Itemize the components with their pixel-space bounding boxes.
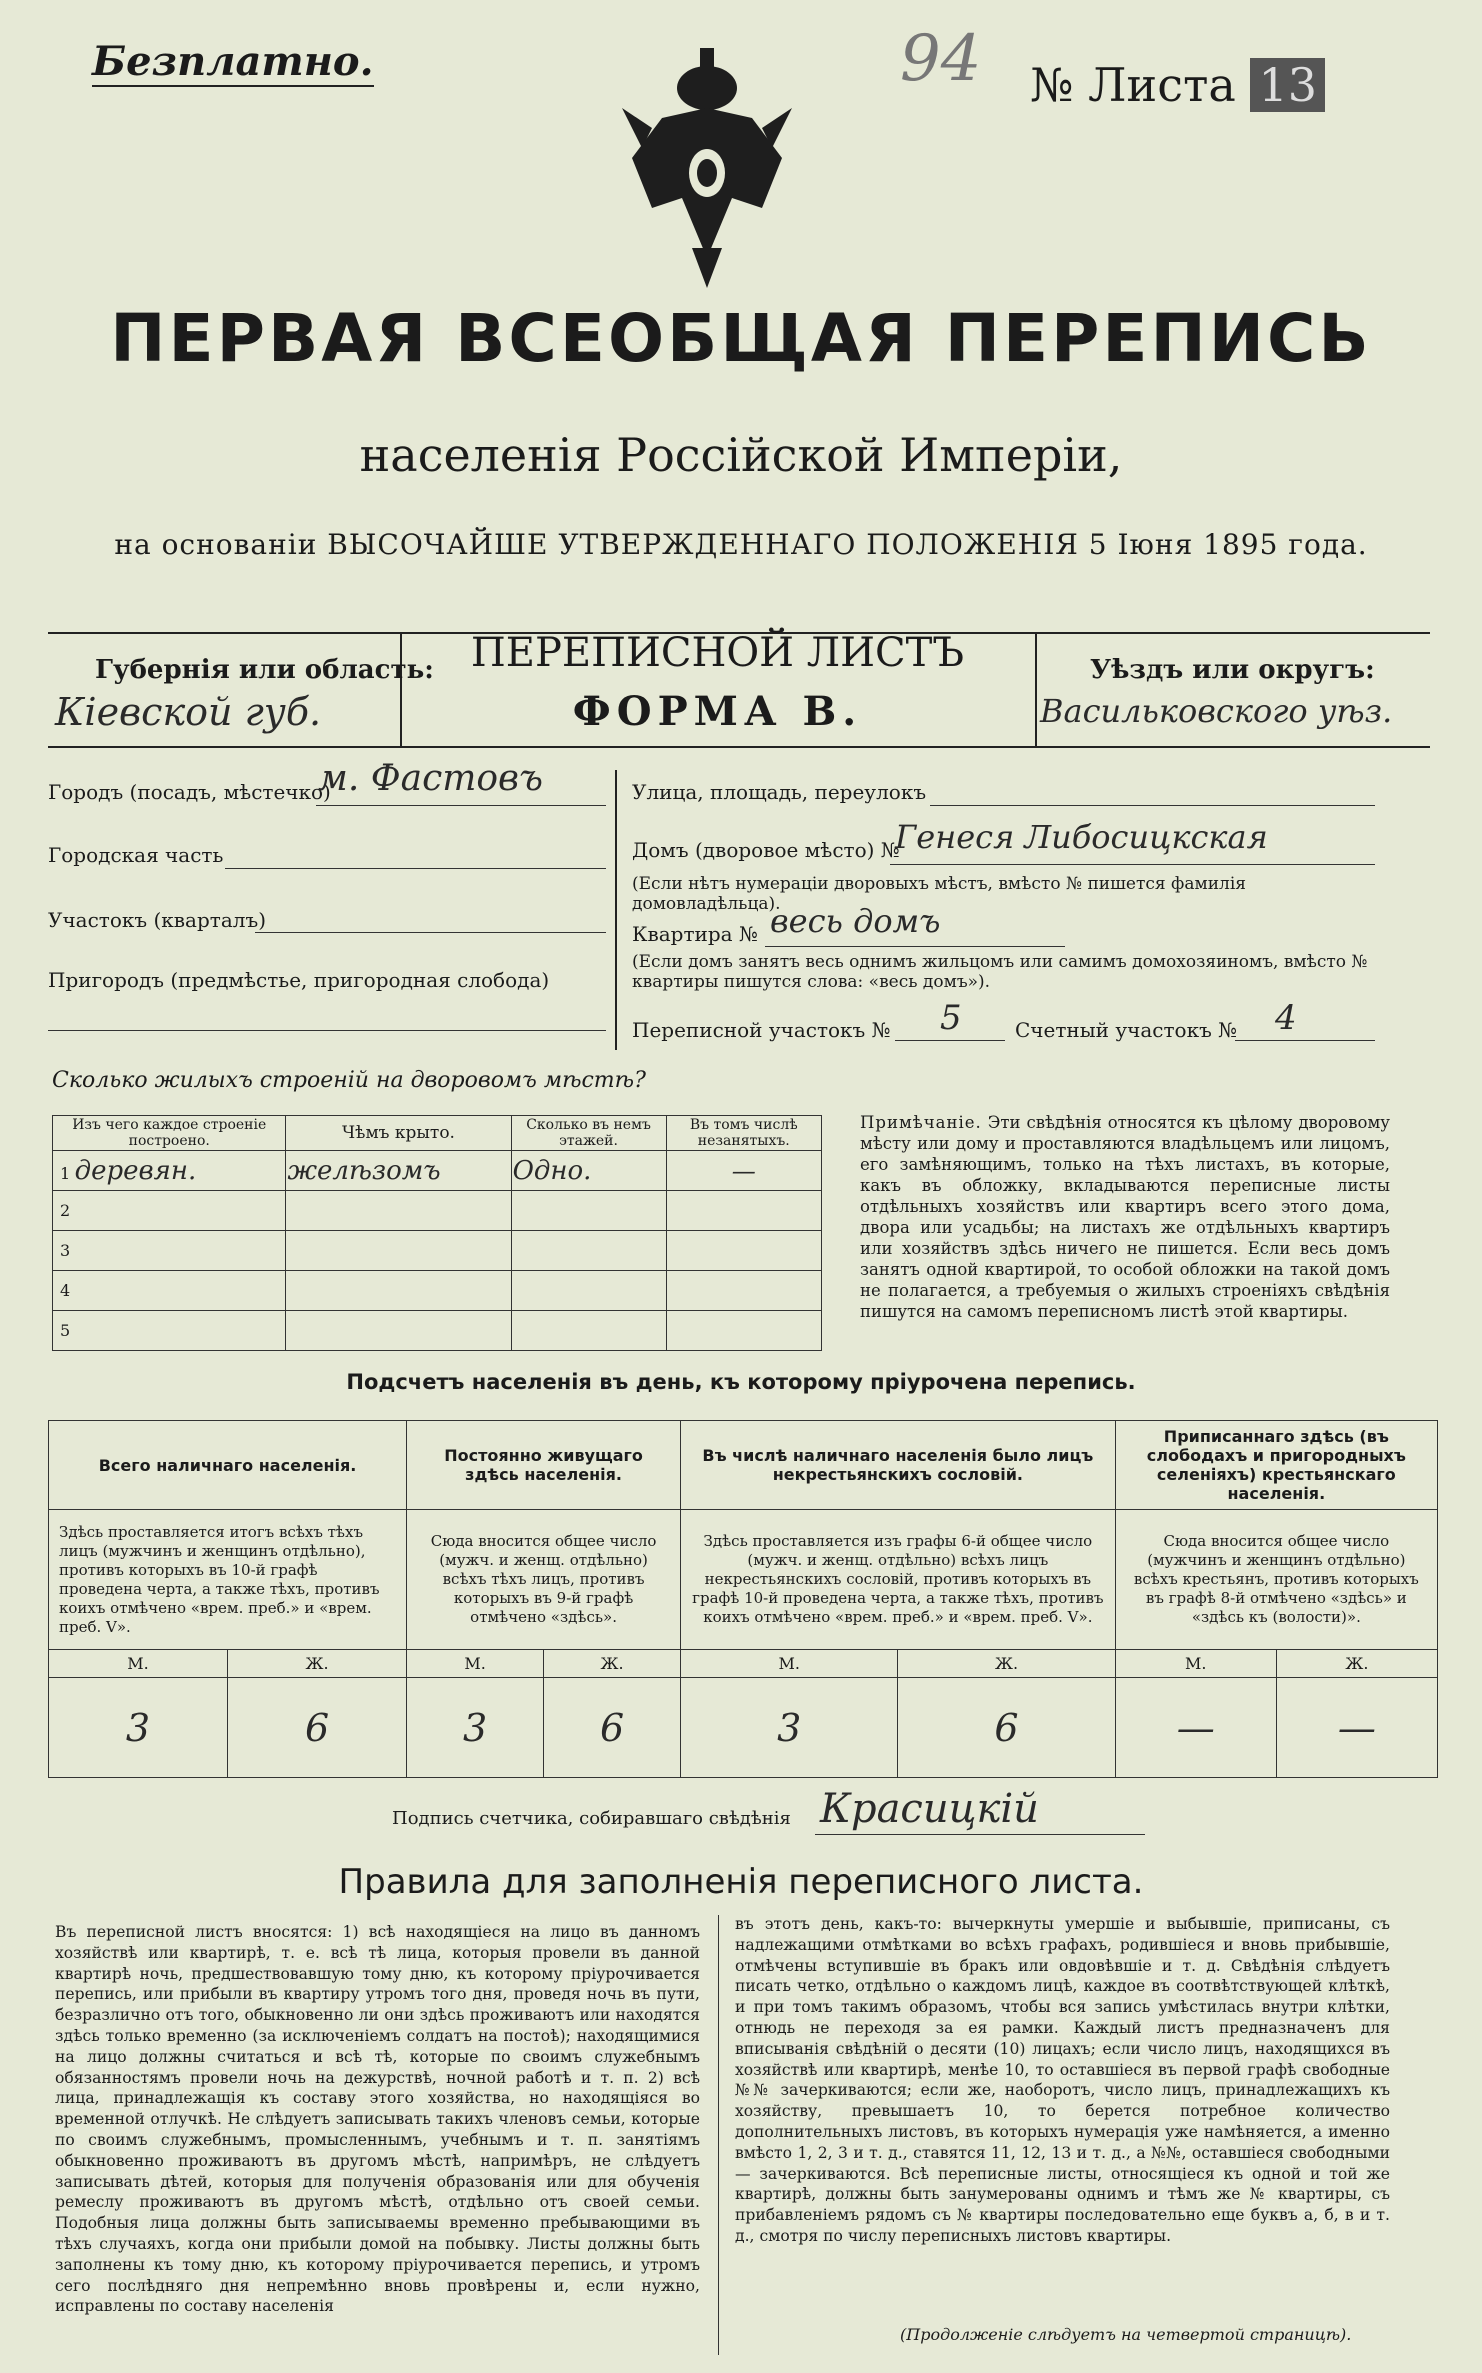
count-male: 3 bbox=[407, 1678, 544, 1778]
table-row bbox=[53, 1151, 822, 1191]
female-label: Ж. bbox=[1276, 1650, 1437, 1678]
counting-area-value: 4 bbox=[1275, 998, 1297, 1038]
apartment-value: весь домъ bbox=[770, 902, 941, 940]
city-value: м. Фастовъ bbox=[318, 758, 543, 799]
buildings-table bbox=[52, 1115, 822, 1351]
male-label: М. bbox=[407, 1650, 544, 1678]
population-heading: Подсчетъ населенія въ день, къ которому пріурочена перепись. bbox=[346, 1370, 1136, 1394]
apartment-label: Квартира № bbox=[632, 922, 758, 946]
counting-area-label: Счетный участокъ № bbox=[1015, 1018, 1238, 1042]
buildings-header: Изъ чего каждое строеніе построено. bbox=[53, 1116, 286, 1151]
rules-left-column: Въ переписной листъ вносятся: 1) всѣ находящіеся на лицо въ данномъ хозяйствѣ или квартирѣ, т. е. всѣ тѣ лица, которыя провели въ данной квартирѣ ночь, предшествовавшую тому дню, къ которому пріурочивается перепись, или прибыли въ квартиру утромъ того дня, проведя ночь въ пути, безразлично отъ того, обыкновенно ли они здѣсь проживаютъ или находятся здѣсь только временно (за исключеніемъ солдатъ на постоѣ); находящимися на лицо должны считаться и всѣ тѣ, которые по своимъ служебнымъ обязанностямъ провели ночь на дежурствѣ, ночной работѣ и т. п. 2) всѣ лица, принадлежащія къ составу этого хозяйства, но находящіяся во временной отлучкѣ. Не слѣдуетъ записывать такихъ членовъ семьи, которые по своимъ служебнымъ, промысленнымъ, учебнымъ и т. п. занятіямъ обыкновенно проживаютъ въ другомъ мѣстѣ, напримѣръ, не слѣдуетъ записывать дѣтей, которыя для полученія образованія или для обученія ремеслу проживаютъ въ другомъ мѣстѣ, отдѣльно отъ своей семьи. Подобныя лица должны быть записываемы временно пребывающими въ тѣхъ случаяхъ, когда они прибыли домой на побывку. Листы должны быть заполнены къ тому дню, къ которому пріурочивается перепись, и утромъ сего послѣдняго дня непремѣнно вновь провѣрены и, если нужно, исправлены по составу населенія bbox=[55, 1923, 700, 2316]
population-col-title: Въ числѣ наличнаго населенія было лицъ некрестьянскихъ сословій. bbox=[681, 1421, 1116, 1510]
legal-basis: на основаніи ВЫСОЧАЙШЕ УТВЕРЖДЕННАГО ПОЛОЖЕНІЯ 5 Іюня 1895 года. bbox=[114, 528, 1368, 561]
female-label: Ж. bbox=[544, 1650, 681, 1678]
pencil-note: 94 bbox=[900, 22, 982, 96]
uezd-value: Васильковского уѣз. bbox=[1040, 692, 1393, 730]
house-note: (Если нѣтъ нумераціи дворовыхъ мѣстъ, вмѣсто № пишется фамилія домовладѣльца). bbox=[632, 874, 1247, 914]
building-material: деревян. bbox=[74, 1155, 197, 1186]
female-label: Ж. bbox=[898, 1650, 1115, 1678]
buildings-note bbox=[860, 1112, 1390, 1322]
population-col-desc: Сюда вносится общее число (мужчинъ и женщинъ отдѣльно) всѣхъ крестьянъ, противъ которыхъ въ графѣ 8-й отмѣчено «здѣсь» и «здѣсь къ (волости)». bbox=[1115, 1510, 1437, 1650]
female-label: Ж. bbox=[228, 1650, 407, 1678]
row-number: 2 bbox=[60, 1201, 71, 1220]
rules-heading: Правила для заполненія переписного листа. bbox=[338, 1862, 1144, 1902]
sheet-number-value: 13 bbox=[1250, 58, 1325, 112]
free-label: Безплатно. bbox=[92, 38, 374, 85]
population-col-title: Постоянно живущаго здѣсь населенія. bbox=[407, 1421, 681, 1510]
buildings-question: Сколько жилыхъ строеній на дворовомъ мѣстѣ? bbox=[52, 1068, 646, 1093]
apartment-note: (Если домъ занятъ весь однимъ жильцомъ или самимъ домохозяиномъ, вмѣсто № квартиры пишутся слова: «весь домъ»). bbox=[632, 952, 1368, 992]
male-label: М. bbox=[681, 1650, 898, 1678]
page-subtitle: населенія Россійской Имперіи, bbox=[359, 428, 1123, 482]
uezd-label: Уѣздъ или округъ: bbox=[1090, 655, 1375, 685]
building-floors: Одно. bbox=[511, 1151, 666, 1191]
form-name: ФОРМА В. bbox=[572, 688, 863, 735]
district-label: Участокъ (кварталъ) bbox=[48, 908, 266, 932]
table-row bbox=[53, 1311, 822, 1351]
buildings-header: Сколько въ немъ этажей. bbox=[511, 1116, 666, 1151]
row-number: 1 bbox=[60, 1163, 71, 1183]
city-label: Городъ (посадъ, мѣстечко) bbox=[48, 780, 331, 804]
street-label: Улица, площадь, переулокъ bbox=[632, 780, 927, 804]
signature-label: Подпись счетчика, собиравшаго свѣдѣнія bbox=[392, 1808, 791, 1829]
population-col-desc: Здѣсь проставляется изъ графы 6-й общее число (мужч. и женщ. отдѣльно) всѣхъ лицъ некрестьянскихъ сословій, противъ которыхъ въ графѣ 10-й проведена черта, а также тѣхъ, противъ коихъ отмѣчено «врем. преб.» и «врем. преб. V». bbox=[681, 1510, 1116, 1650]
row-number: 3 bbox=[60, 1241, 71, 1260]
suburb-label: Пригородъ (предмѣстье, пригородная слобода) bbox=[48, 968, 550, 992]
buildings-header: Въ томъ числѣ незанятыхъ. bbox=[666, 1116, 822, 1151]
count-female: 6 bbox=[544, 1678, 681, 1778]
population-col-title: Всего наличнаго населенія. bbox=[49, 1421, 407, 1510]
row-number: 4 bbox=[60, 1281, 71, 1300]
population-col-title: Приписаннаго здѣсь (въ слободахъ и пригородныхъ селеніяхъ) крестьянскаго населенія. bbox=[1115, 1421, 1437, 1510]
double-headed-eagle-emblem bbox=[622, 48, 792, 288]
count-female: 6 bbox=[228, 1678, 407, 1778]
male-label: М. bbox=[49, 1650, 228, 1678]
sheet-number bbox=[1030, 58, 1325, 112]
male-label: М. bbox=[1115, 1650, 1276, 1678]
page-title: ПЕРВАЯ ВСЕОБЩАЯ ПЕРЕПИСЬ bbox=[110, 300, 1372, 377]
count-male: — bbox=[1115, 1678, 1276, 1778]
house-label: Домъ (дворовое мѣсто) № bbox=[632, 838, 900, 862]
guberniya-label: Губернія или область: bbox=[95, 655, 434, 685]
buildings-note-label: Примѣчаніе. bbox=[860, 1113, 982, 1132]
sheet-title: ПЕРЕПИСНОЙ ЛИСТЪ bbox=[470, 630, 965, 676]
buildings-header: Чѣмъ крыто. bbox=[286, 1116, 511, 1151]
house-value: Генеся Либосицкская bbox=[895, 818, 1268, 856]
row-number: 5 bbox=[60, 1321, 71, 1340]
population-col-desc: Здѣсь проставляется итогъ всѣхъ тѣхъ лицъ (мужчинъ и женщинъ отдѣльно), противъ которыхъ въ 10-й графѣ проведена черта, а также тѣхъ, противъ коихъ отмѣчено «врем. преб.» и «врем. преб. V». bbox=[49, 1510, 407, 1650]
city-part-label: Городская часть bbox=[48, 843, 224, 867]
table-row bbox=[53, 1191, 822, 1231]
count-male: 3 bbox=[681, 1678, 898, 1778]
guberniya-value: Кіевской губ. bbox=[55, 690, 322, 734]
table-row bbox=[53, 1231, 822, 1271]
population-col-desc: Сюда вносится общее число (мужч. и женщ. отдѣльно) всѣхъ тѣхъ лицъ, противъ которыхъ въ 9-й графѣ отмѣчено «здѣсь». bbox=[407, 1510, 681, 1650]
population-table bbox=[48, 1420, 1438, 1778]
table-row bbox=[53, 1271, 822, 1311]
count-female: — bbox=[1276, 1678, 1437, 1778]
count-female: 6 bbox=[898, 1678, 1115, 1778]
rules-right-column: въ этотъ день, какъ-то: вычеркнуты умершіе и выбывшіе, приписаны, съ надлежащими отмѣтками во всѣхъ графахъ, родившіеся и вновь прибывшіе, отмѣчены вступившіе въ бракъ или овдовѣвшіе и т. д. Свѣдѣнія слѣдуетъ писать четко, отдѣльно о каждомъ лицѣ, каждое въ соотвѣтствующей клѣткѣ, и при томъ такимъ образомъ, чтобы вся запись умѣстилась внутри клѣтки, отнюдь не переходя за ея рамки. Каждый листъ предназначенъ для вписыванія свѣдѣній о десяти (10) лицахъ; если число лицъ, находящихся въ хозяйствѣ или квартирѣ, менѣе 10, то оставшіеся въ первой графѣ свободные №№ зачеркиваются; если же, наоборотъ, число лицъ, принадлежащихъ къ хозяйству, превышаетъ 10, то берется потребное количество дополнительныхъ листовъ, въ которыхъ нумерація уже намѣняется, а именно вмѣсто 1, 2, 3 и т. д., ставятся 11, 12, 13 и т. д., а №№, оставшіеся свободными — зачеркиваются. Всѣ переписные листы, относящіеся къ одной и той же квартирѣ, должны быть занумерованы однимъ и тѣмъ же № квартиры, съ прибавленіемъ рядомъ съ № квартиры последовательно еще буквъ а, б, в и т. д., смотря по числу переписныхъ листовъ квартиры. bbox=[735, 1915, 1390, 2245]
census-area-label: Переписной участокъ № bbox=[632, 1018, 891, 1042]
sheet-number-label: № Листа bbox=[1030, 58, 1236, 112]
building-vacant: — bbox=[666, 1151, 822, 1191]
signature-value: Красицкій bbox=[820, 1786, 1039, 1832]
rules-continued: (Продолженіе слѣдуетъ на четвертой страницѣ). bbox=[900, 2325, 1352, 2344]
building-roof: желѣзомъ bbox=[286, 1151, 511, 1191]
buildings-note-text: Эти свѣдѣнія относятся къ цѣлому дворовому мѣсту или дому и проставляются владѣльцемъ или лицомъ, его замѣняющимъ, только на тѣхъ листахъ, въ которые, какъ въ обложку, вкладываются переписные листы отдѣльныхъ хозяйствъ или квартиръ всего этого дома, двора или усадьбы; на листахъ же отдѣльныхъ квартиръ или хозяйствъ здѣсь ничего не пишется. Если весь домъ занятъ одной квартирой, то особой обложки на такой домъ не полагается, а требуемыя о жилыхъ строеніяхъ свѣдѣнія пишутся на самомъ переписномъ листѣ этой квартиры. bbox=[860, 1113, 1390, 1321]
census-area-value: 5 bbox=[940, 998, 962, 1038]
count-male: 3 bbox=[49, 1678, 228, 1778]
